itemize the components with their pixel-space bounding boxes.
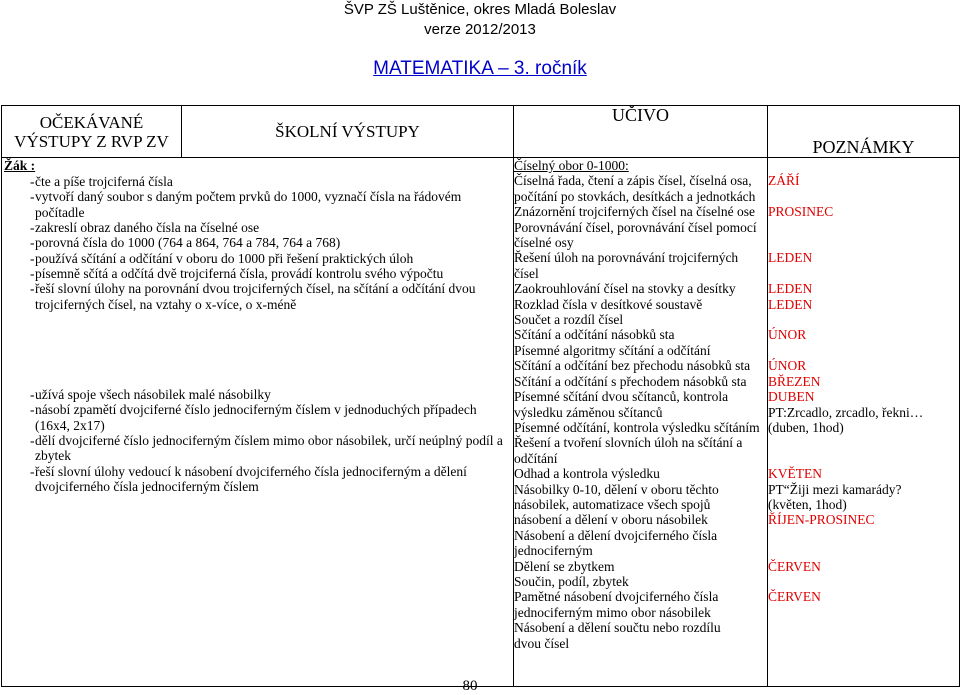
ucivo-line: Písemné sčítání dvou sčítanců, kontrola [514,389,729,405]
ucivo-line: Dělení se zbytkem [514,558,615,574]
output-item: - používá sčítání a odčítání v oboru do 1000 při řešení praktických úloh [2,251,513,266]
poznamka-line: (duben, 1hod) [768,419,844,435]
ucivo-line: počítání po stovkách, desítkách a jednotkách [514,188,756,204]
ucivo-line: Porovnávání čísel, porovnávání čísel pomocí [514,219,757,235]
poznamka-line: LEDEN [768,296,813,312]
poznamka-line: PT“Žiji mezi kamarády? [768,481,902,497]
column-header-ucivo: UČIVO [514,106,768,158]
version-header: verze 2012/2013 [424,21,536,38]
document-title [0,58,960,80]
poznamka-line: (květen, 1hod) [768,496,847,512]
poznamka-line: DUBEN [768,389,815,405]
ucivo-line: Písemné odčítání, kontrola výsledku sčítáním [514,419,760,435]
ucivo-line: odčítání [514,450,558,466]
table-header-row [2,106,960,158]
poznamka-line [768,189,959,204]
ucivo-line: Sčítání a odčítání bez přechodu násobků sta [514,358,751,374]
ucivo-line: číselné osy [514,235,574,251]
ucivo-line: dvou čísel [514,635,570,651]
poznamka-line [768,312,959,327]
poznamka-line: BŘEZEN [768,373,821,389]
outputs-list-b [2,387,513,494]
column-header-poznamky: POZNÁMKY [768,106,960,158]
poznamka-line: ÚNOR [768,327,807,343]
output-item: - užívá spoje všech násobilek malé násobilky [2,387,513,402]
ucivo-line: Pamětné násobení dvojciferného čísla [514,589,719,605]
poznamka-line: PT:Zrcadlo, zrcadlo, řekni… [768,404,924,420]
column-header-rvp-line2: VÝSTUPY Z RVP ZV [14,131,169,151]
ucivo-line: Násobilky 0-10, dělení v oboru těchto [514,481,719,497]
ucivo-line: Odhad a kontrola výsledku [514,466,660,482]
ucivo-line: Sčítání a odčítání s přechodem násobků sta [514,373,747,389]
ucivo-line: Řešení úloh na porovnávání trojciferných [514,250,739,266]
outputs-list-a [2,174,513,312]
poznamka-line [768,235,959,250]
poznamka-line [768,574,959,589]
ucivo-line: Součin, podíl, zbytek [514,573,629,589]
poznamka-line: PROSINEC [768,204,834,220]
poznamka-line [768,220,959,235]
ucivo-line: Součet a rozdíl čísel [514,312,624,328]
output-item: - řeší slovní úlohy vedoucí k násobení dvojciferného čísla jednociferným a dělení dvojciferného čísla jednociferným číslem [2,464,513,495]
ucivo-line: Písemné algoritmy sčítání a odčítání [514,342,711,358]
poznamka-line [768,158,959,173]
poznamka-line [768,543,959,558]
output-item: - písemně sčítá a odčítá dvě trojciferná čísla, provádí kontrolu svého výpočtu [2,266,513,281]
page-number: 80 [462,678,478,694]
ucivo-line: jednociferným [514,543,593,559]
ucivo-line: Sčítání a odčítání násobků sta [514,327,675,343]
poznamka-line: LEDEN [768,250,813,266]
ucivo-cell [514,158,768,687]
poznamka-line: ČERVEN [768,589,821,605]
output-item: - vytvoří daný soubor s daným počtem prvků do 1000, vyznačí čísla na řádovém počítadle [2,189,513,220]
column-header-skolni-vystupy: ŠKOLNÍ VÝSTUPY [182,106,514,158]
ucivo-line: Číselná řada, čtení a zápis čísel, číselná osa, [514,173,752,189]
poznamka-line [768,451,959,466]
ucivo-line: Znázornění trojciferných čísel na číselné ose [514,204,756,220]
output-item: - dělí dvojciferné číslo jednociferným číslem mimo obor násobilek, určí neúplný podíl a zbytek [2,433,513,464]
ucivo-line: jednociferným mimo obor násobilek [514,604,711,620]
ucivo-heading: Číselný obor 0-1000: [514,158,629,173]
output-item: - řeší slovní úlohy na porovnání dvou trojciferných čísel, na sčítání a odčítání dvou trojciferných čísel, na vztahy o x-více, o x-méně [2,281,513,312]
table-body-row [2,158,960,687]
school-header: ŠVP ZŠ Luštěnice, okres Mladá Boleslav [343,1,617,18]
poznamka-line: ČERVEN [768,558,821,574]
output-item: - porovná čísla do 1000 (764 a 864, 764 a 784, 764 a 768) [2,235,513,250]
poznamka-line: ŘÍJEN-PROSINEC [768,512,875,528]
output-item: - zakreslí obraz daného čísla na číselné ose [2,220,513,235]
poznamka-line [768,343,959,358]
ucivo-line: výsledku záměnou sčítanců [514,404,663,420]
pupil-label: Žák : [4,158,36,173]
curriculum-table [1,105,960,687]
output-item: - čte a píše trojciferná čísla [2,174,513,189]
ucivo-line: násobilek, automatizace všech spojů [514,496,711,512]
ucivo-line: násobení a dělení v oboru násobilek [514,512,708,528]
poznamka-line: LEDEN [768,281,813,297]
title-text: MATEMATIKA – 3. ročník [373,58,587,79]
column-header-rvp-line1: OČEKÁVANÉ [39,112,144,132]
poznamka-line: KVĚTEN [768,466,822,482]
poznamky-cell [768,158,960,687]
column-header-rvp [2,106,182,158]
ucivo-line: Násobení a dělení dvojciferného čísla [514,527,718,543]
ucivo-line: Rozklad čísla v desítkové soustavě [514,296,703,312]
poznamka-line: ZÁŘÍ [768,173,800,189]
ucivo-line: čísel [514,265,539,281]
ucivo-line: Zaokrouhlování čísel na stovky a desítky [514,281,736,297]
output-item: - násobí zpamětí dvojciferné číslo jednociferným číslem v jednoduchých případech (16x4, 2x17) [2,402,513,433]
poznamka-line [768,266,959,281]
poznamka-line: ÚNOR [768,358,807,374]
ucivo-line: Řešení a tvoření slovních úloh na sčítání a [514,435,743,451]
outputs-cell [2,158,514,687]
poznamka-line [768,435,959,450]
poznamka-line [768,528,959,543]
ucivo-line: Násobení a dělení součtu nebo rozdílu [514,620,721,636]
